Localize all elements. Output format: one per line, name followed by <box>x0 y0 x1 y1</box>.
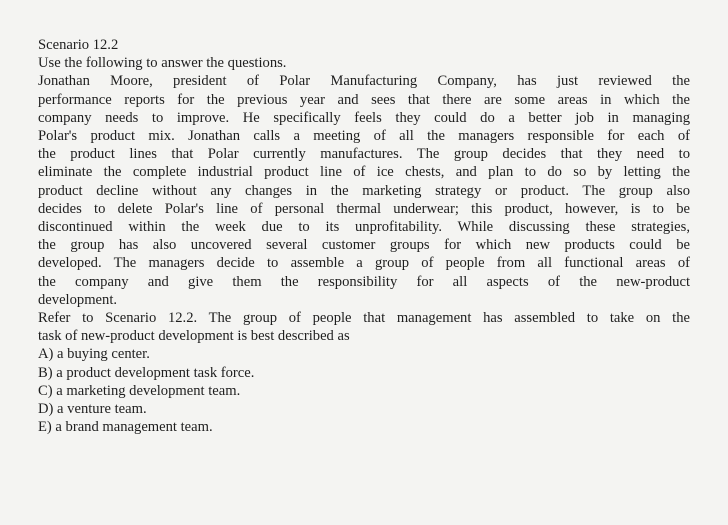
question-stem <box>38 309 690 345</box>
scenario-line: development. <box>38 291 118 308</box>
scenario-document <box>38 36 690 436</box>
scenario-line: eliminate the complete industrial product line of ice chests, and plan to do so by letting the <box>38 164 690 181</box>
scenario-line: the product lines that Polar currently manufactures. The group decides that they need to <box>38 146 690 163</box>
scenario-line: the group has also uncovered several customer groups for which new products could be <box>38 237 690 254</box>
question-line: Refer to Scenario 12.2. The group of people that management has assembled to take on the <box>38 310 690 327</box>
question-line: task of new-product development is best described as <box>38 328 350 345</box>
answer-option-c[interactable]: C) a marketing development team. <box>38 382 241 399</box>
answer-option-e[interactable]: E) a brand management team. <box>38 419 213 436</box>
scenario-line: Polar's product mix. Jonathan calls a meeting of all the managers responsible for each of <box>38 128 690 145</box>
scenario-body <box>38 72 690 309</box>
scenario-heading: Scenario 12.2 <box>38 37 119 53</box>
scenario-line: company needs to improve. He specifically feels they could do a better job in managing <box>38 109 690 126</box>
answer-options <box>38 345 690 436</box>
scenario-line: product decline without any changes in the marketing strategy or product. The group also <box>38 182 690 199</box>
scenario-line: the company and give them the responsibility for all aspects of the new-product <box>38 273 690 290</box>
scenario-line: Jonathan Moore, president of Polar Manufacturing Company, has just reviewed the <box>38 73 690 90</box>
scenario-line: developed. The managers decide to assemble a group of people from all functional areas of <box>38 255 690 272</box>
instruction-text: Use the following to answer the questions. <box>38 55 287 72</box>
scenario-line: performance reports for the previous year and sees that there are some areas in which the <box>38 91 690 108</box>
answer-option-a[interactable]: A) a buying center. <box>38 346 150 363</box>
answer-option-d[interactable]: D) a venture team. <box>38 401 147 418</box>
scenario-line: discontinued within the week due to its unprofitability. While discussing these strategies, <box>38 219 690 236</box>
scenario-line: decides to delete Polar's line of personal thermal underwear; this product, however, is to be <box>38 200 690 217</box>
answer-option-b[interactable]: B) a product development task force. <box>38 364 255 381</box>
